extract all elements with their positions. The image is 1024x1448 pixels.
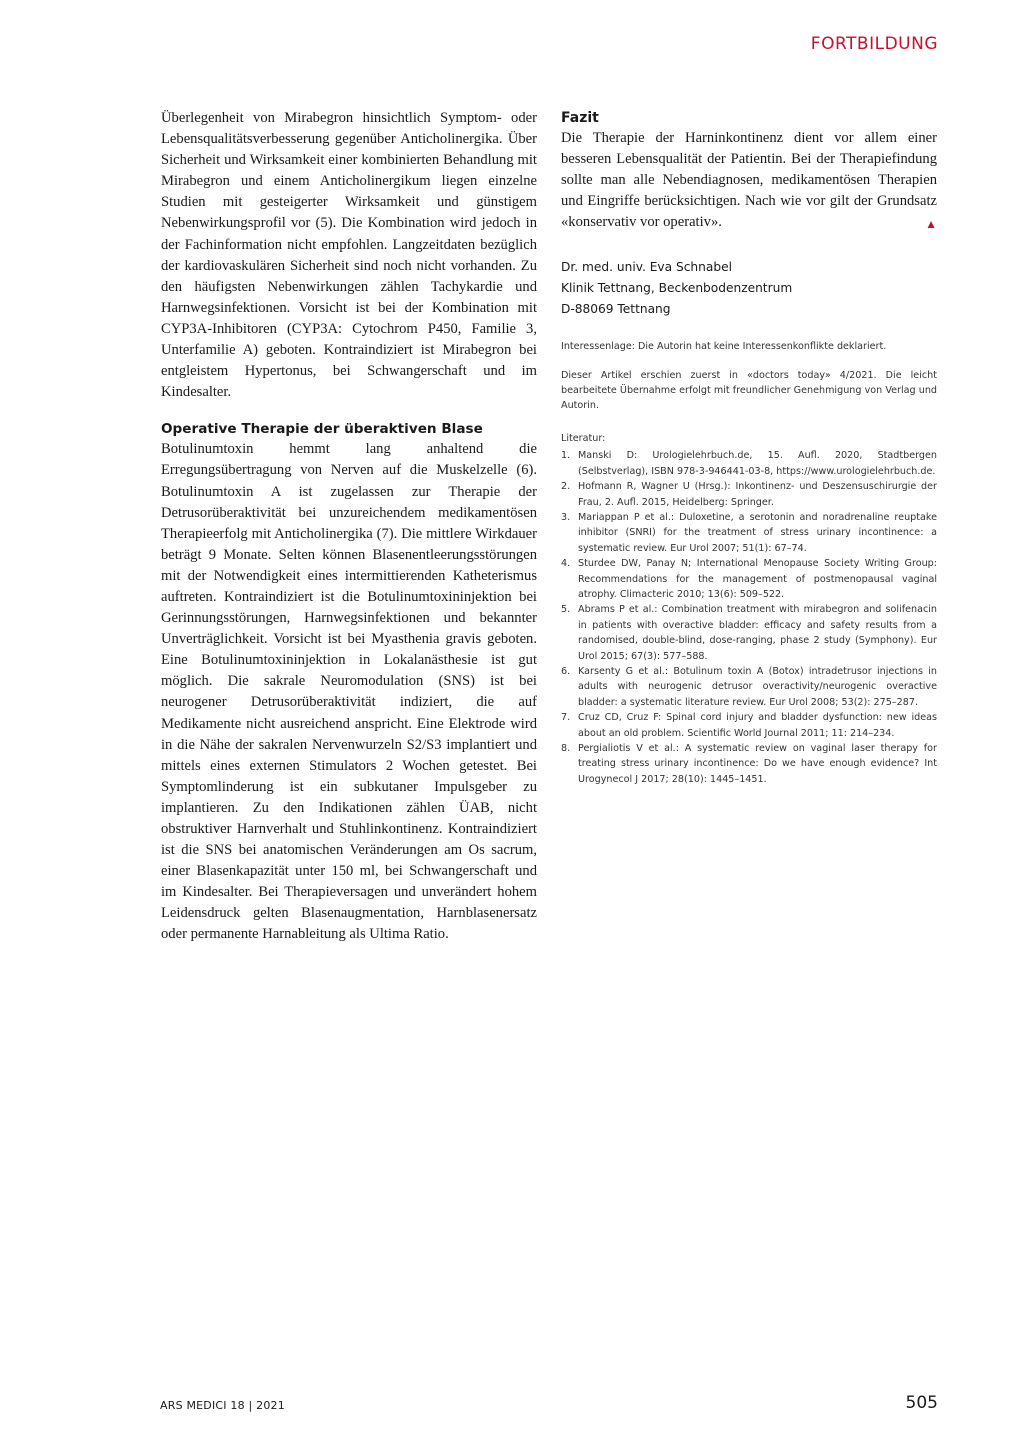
reference-item: 3. Mariappan P et al.: Duloxetine, a serotonin and noradrenaline reuptake inhibitor (SNRI) for the treatment of stress urinary incontinence: a systematic review. Eur Urol 2007; 51(1): 67–74. <box>561 511 937 554</box>
literature-title: Literatur: <box>561 432 606 444</box>
reference-item: 6. Karsenty G et al.: Botulinum toxin A (Botox) intradetrusor injections in adults with neurogenic detrusor overactivity/neurogenic overactive bladder: a systematic literature review. Eur Urol 2008; 53(2): 275–287. <box>561 665 937 708</box>
section-heading-operative: Operative Therapie der überaktiven Blase <box>161 421 483 438</box>
fazit-text: Die Therapie der Harninkontinenz dient vor allem einer besseren Lebensqualität der Patientin. Bei der Therapiefindung sollte man alle Nebendiagnosen, medikamentösen Therapien und Eingriffe berücksichtigen. Nach wie vor gilt der Grundsatz «konservativ vor operativ». <box>561 130 937 231</box>
section-heading-fazit: Fazit <box>561 110 599 126</box>
reference-item: 8. Pergialiotis V et al.: A systematic review on vaginal laser therapy for treating stress urinary incontinence: Do we have enough evidence? Int Urogynecol J 2017; 28(10): 1445–1451. <box>561 743 937 785</box>
reference-item: 2. Hofmann R, Wagner U (Hrsg.): Inkontinenz- und Deszensuschirurgie der Frau, 2. Aufl. 2015, Heidelberg: Springer. <box>561 481 937 508</box>
section-header: FORTBILDUNG <box>810 34 938 54</box>
left-column <box>161 108 537 946</box>
interest-statement: Interessenlage: Die Autorin hat keine Interessenkonflikte deklariert. <box>561 341 887 353</box>
author-name: Dr. med. univ. Eva Schnabel <box>561 260 732 275</box>
right-column <box>561 108 937 787</box>
end-triangle-icon: ▲ <box>925 217 937 232</box>
page-number: 505 <box>905 1393 938 1413</box>
author-clinic: Klinik Tettnang, Beckenbodenzentrum <box>561 281 793 296</box>
reference-item: 1. Manski D: Urologielehrbuch.de, 15. Aufl. 2020, Stadtbergen (Selbstverlag), ISBN 978-3-946441-03-8, https://www.urologielehrbuch.de. <box>561 450 937 477</box>
author-city: D-88069 Tettnang <box>561 301 671 316</box>
body-paragraph-mirabegron: Überlegenheit von Mirabegron hinsichtlich Symptom- oder Lebensqualitätsverbesserung gegenüber Anticholinergika. Über Sicherheit und Wirksamkeit einer kombinierten Behandlung mit Mirabegron und einem Anticholinergikum liegen einzelne Studien mit gesteigerter Wirksamkeit und günstigem Nebenwirkungsprofil vor (5). Die Kombination wird jedoch in der Fachinformation nicht empfohlen. Langzeitdaten bezüglich der kardiovaskulären Sicherheit sind noch nicht vorhanden. Zu den häufigsten Nebenwirkungen zählen Tachykardie und Harnwegsinfektionen. Vorsicht ist bei der Kombination mit CYP3A-Inhibitoren (CYP3A: Cytochrom P450, Familie 3, Unterfamilie A) geboten. Kontraindiziert ist Mirabegron bei entgleistem Hypertonus, bei Schwangerschaft und im Kindesalter. <box>161 110 537 401</box>
reference-item: 7. Cruz CD, Cruz F: Spinal cord injury and bladder dysfunction: new ideas about an old problem. Scientific World Journal 2011; 11: 214–234. <box>561 712 937 739</box>
reference-item: 4. Sturdee DW, Panay N; International Menopause Society Writing Group: Recommendations for the management of postmenopausal vaginal atrophy. Climacteric 2010; 13(6): 509–522. <box>561 558 937 600</box>
fazit-paragraph <box>561 128 937 233</box>
publication-note: Dieser Artikel erschien zuerst in «doctors today» 4/2021. Die leicht bearbeitete Übernahme erfolgt mit freundlicher Genehmigung von Verlag und Autorin. <box>561 369 937 412</box>
journal-footer: ARS MEDICI 18 | 2021 <box>160 1399 285 1412</box>
reference-item: 5. Abrams P et al.: Combination treatment with mirabegron and solifenacin in patients with overactive bladder: efficacy and safety results from a randomised, double-blind, dose-ranging, phase 2 study (Symphony). Eur Urol 2015; 67(3): 577–588. <box>561 604 937 662</box>
reference-list <box>561 448 937 787</box>
author-block <box>561 257 937 319</box>
body-paragraph-operative: Botulinumtoxin hemmt lang anhaltend die Erregungsübertragung von Nerven auf die Muskelzelle (6). Botulinumtoxin A ist zugelassen zur Therapie der Detrusorüberaktivität bei unzureichendem medikamentösen Therapieerfolg mit Anticholinergika (7). Die mittlere Wirkdauer beträgt 9 Monate. Selten können Blasenentleerungsstörungen mit der Notwendigkeit eines intermittierenden Katheterismus auftreten. Kontraindiziert ist die Botulinumtoxininjektion bei Gerinnungsstörungen, Harnwegsinfektionen und bekannter Unverträglichkeit. Vorsicht ist bei Myasthenia gravis geboten. Eine Botulinumtoxininjektion in Lokalanästhesie ist gut möglich. Die sakrale Neuromodulation (SNS) ist bei neurogener Detrusorüberaktivität indiziert, die auf Medikamente nicht ausreichend anspricht. Eine Elektrode wird in die Nähe der sakralen Nervenwurzeln S2/S3 implantiert und mittels eines externen Stimulators 2 Wochen getestet. Bei Symptomlinderung ist ein subkutaner Impulsgeber zu implantieren. Zu den Indikationen zählen ÜAB, nicht obstruktiver Harnverhalt und Stuhlinkontinenz. Kontraindiziert ist die SNS bei anatomischen Veränderungen am Os sacrum, einer Blasenkapazität unter 150 ml, bei Schwangerschaft und im Kindesalter. Bei Therapieversagen und unverändert hohem Leidensdruck gelten Blasenaugmentation, Harnblasenersatz oder permanente Harnableitung als Ultima Ratio. <box>161 441 537 943</box>
